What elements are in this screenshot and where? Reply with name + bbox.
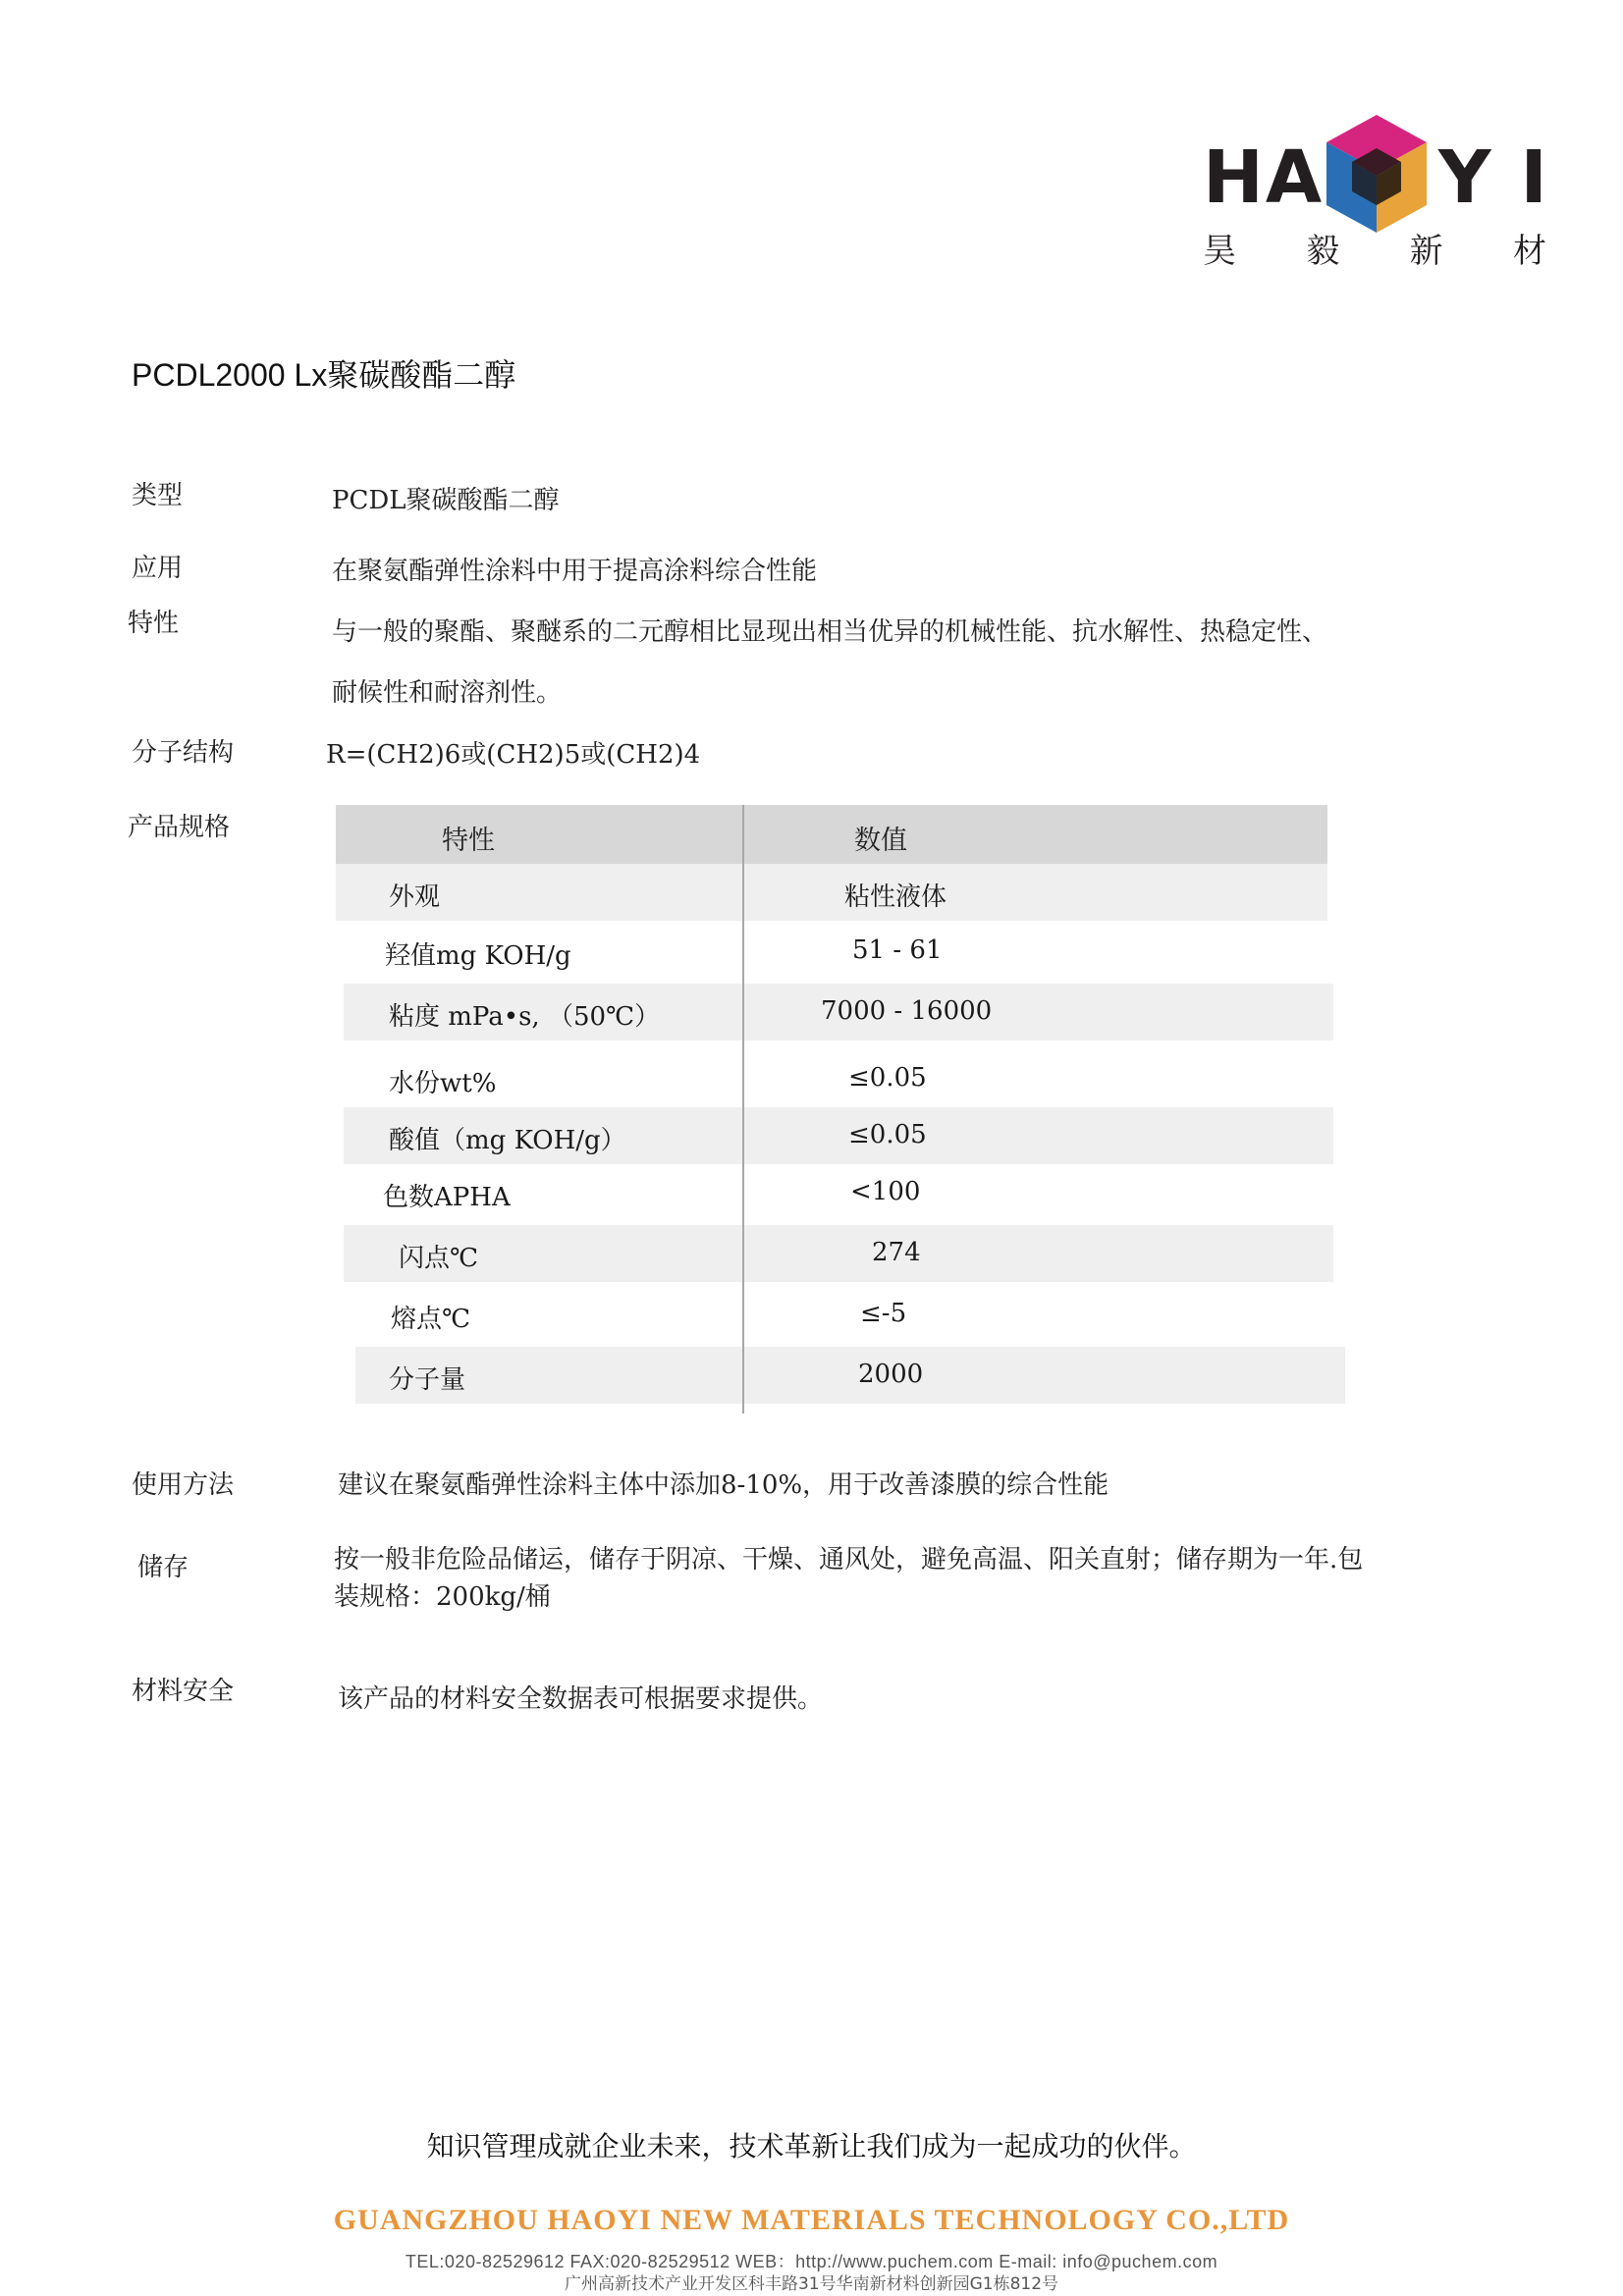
row-property: 闪点℃ xyxy=(399,1244,479,1273)
table-column-divider xyxy=(742,805,744,1414)
company-logo xyxy=(1203,106,1556,283)
row-value: 7000 - 16000 xyxy=(821,996,993,1026)
table-row xyxy=(355,1347,1345,1404)
structure-value: R=(CH2)6或(CH2)5或(CH2)4 xyxy=(326,740,701,770)
properties-label: 特性 xyxy=(128,609,180,638)
safety-value: 该产品的材料安全数据表可根据要求提供。 xyxy=(338,1684,824,1714)
spec-table xyxy=(336,805,1347,1414)
footer-company-name: GUANGZHOU HAOYI NEW MATERIALS TECHNOLOGY CO.,LTD xyxy=(333,2204,1290,2236)
footer-address: 广州高新技术产业开发区科丰路31号华南新材料创新园G1栋812号 xyxy=(564,2274,1059,2294)
storage-line-1: 按一般非危险品储运，储存于阴凉、干燥、通风处，避免高温、阳关直射；储存期为一年.包 xyxy=(334,1545,1364,1575)
row-property: 水份wt% xyxy=(389,1069,497,1098)
row-property: 色数APHA xyxy=(383,1183,511,1212)
properties-line-2: 耐候性和耐溶剂性。 xyxy=(332,678,563,708)
row-property: 分子量 xyxy=(389,1365,466,1395)
logo-text-ha: HA xyxy=(1203,135,1325,220)
table-row xyxy=(344,1107,1333,1164)
table-row xyxy=(336,923,1327,980)
table-row xyxy=(336,864,1327,921)
header-value: 数值 xyxy=(854,826,907,856)
table-row xyxy=(344,984,1333,1041)
usage-label: 使用方法 xyxy=(132,1470,235,1500)
spec-table-header xyxy=(336,805,1327,866)
document-title: PCDL2000 Lx聚碳酸酯二醇 xyxy=(132,357,516,393)
row-value: 51 - 61 xyxy=(852,935,943,965)
row-value: 2000 xyxy=(858,1360,924,1389)
row-property: 粘度 mPa•s, （50℃） xyxy=(389,1002,661,1032)
logo-char: 毅 xyxy=(1306,232,1340,271)
logo-text-yi: Y I xyxy=(1438,135,1549,220)
table-row xyxy=(344,1225,1333,1282)
row-property: 酸值（mg KOH/g） xyxy=(389,1126,626,1155)
table-row xyxy=(336,1164,1327,1221)
header-property: 特性 xyxy=(442,826,495,856)
type-value: PCDL聚碳酸酯二醇 xyxy=(332,486,560,515)
application-label: 应用 xyxy=(132,554,184,583)
footer-slogan: 知识管理成就企业未来，技术革新让我们成为一起成功的伙伴。 xyxy=(426,2130,1197,2163)
usage-value: 建议在聚氨酯弹性涂料主体中添加8-10%，用于改善漆膜的综合性能 xyxy=(338,1470,1109,1500)
logo-cube-icon xyxy=(1319,111,1434,237)
table-row xyxy=(336,1286,1327,1343)
storage-line-2: 装规格：200kg/桶 xyxy=(334,1582,551,1612)
row-value: ≤-5 xyxy=(860,1299,907,1328)
row-value: 274 xyxy=(872,1238,921,1267)
application-value: 在聚氨酯弹性涂料中用于提高涂料综合性能 xyxy=(332,557,818,586)
row-value: ≤0.05 xyxy=(848,1063,927,1093)
properties-line-1: 与一般的聚酯、聚醚系的二元醇相比显现出相当优异的机械性能、抗水解性、热稳定性、 xyxy=(332,617,1328,647)
logo-char: 材 xyxy=(1512,232,1546,271)
footer-contact: TEL:020-82529612 FAX:020-82529512 WEB：http://www.puchem.com E-mail: info@puchem.com xyxy=(405,2252,1218,2271)
row-property: 羟值mg KOH/g xyxy=(385,941,571,971)
row-value: ≤0.05 xyxy=(848,1120,927,1149)
storage-label: 储存 xyxy=(137,1553,189,1582)
table-row xyxy=(336,1050,1327,1107)
structure-label: 分子结构 xyxy=(132,738,235,768)
logo-chinese-name xyxy=(1203,224,1556,272)
row-value: <100 xyxy=(850,1177,921,1206)
spec-label: 产品规格 xyxy=(128,813,231,842)
safety-label: 材料安全 xyxy=(132,1677,235,1706)
row-property: 熔点℃ xyxy=(391,1305,471,1334)
row-property: 外观 xyxy=(389,882,441,912)
logo-char: 新 xyxy=(1409,232,1443,271)
logo-char: 昊 xyxy=(1203,232,1236,271)
type-label: 类型 xyxy=(132,481,184,510)
row-value: 粘性液体 xyxy=(844,882,947,912)
